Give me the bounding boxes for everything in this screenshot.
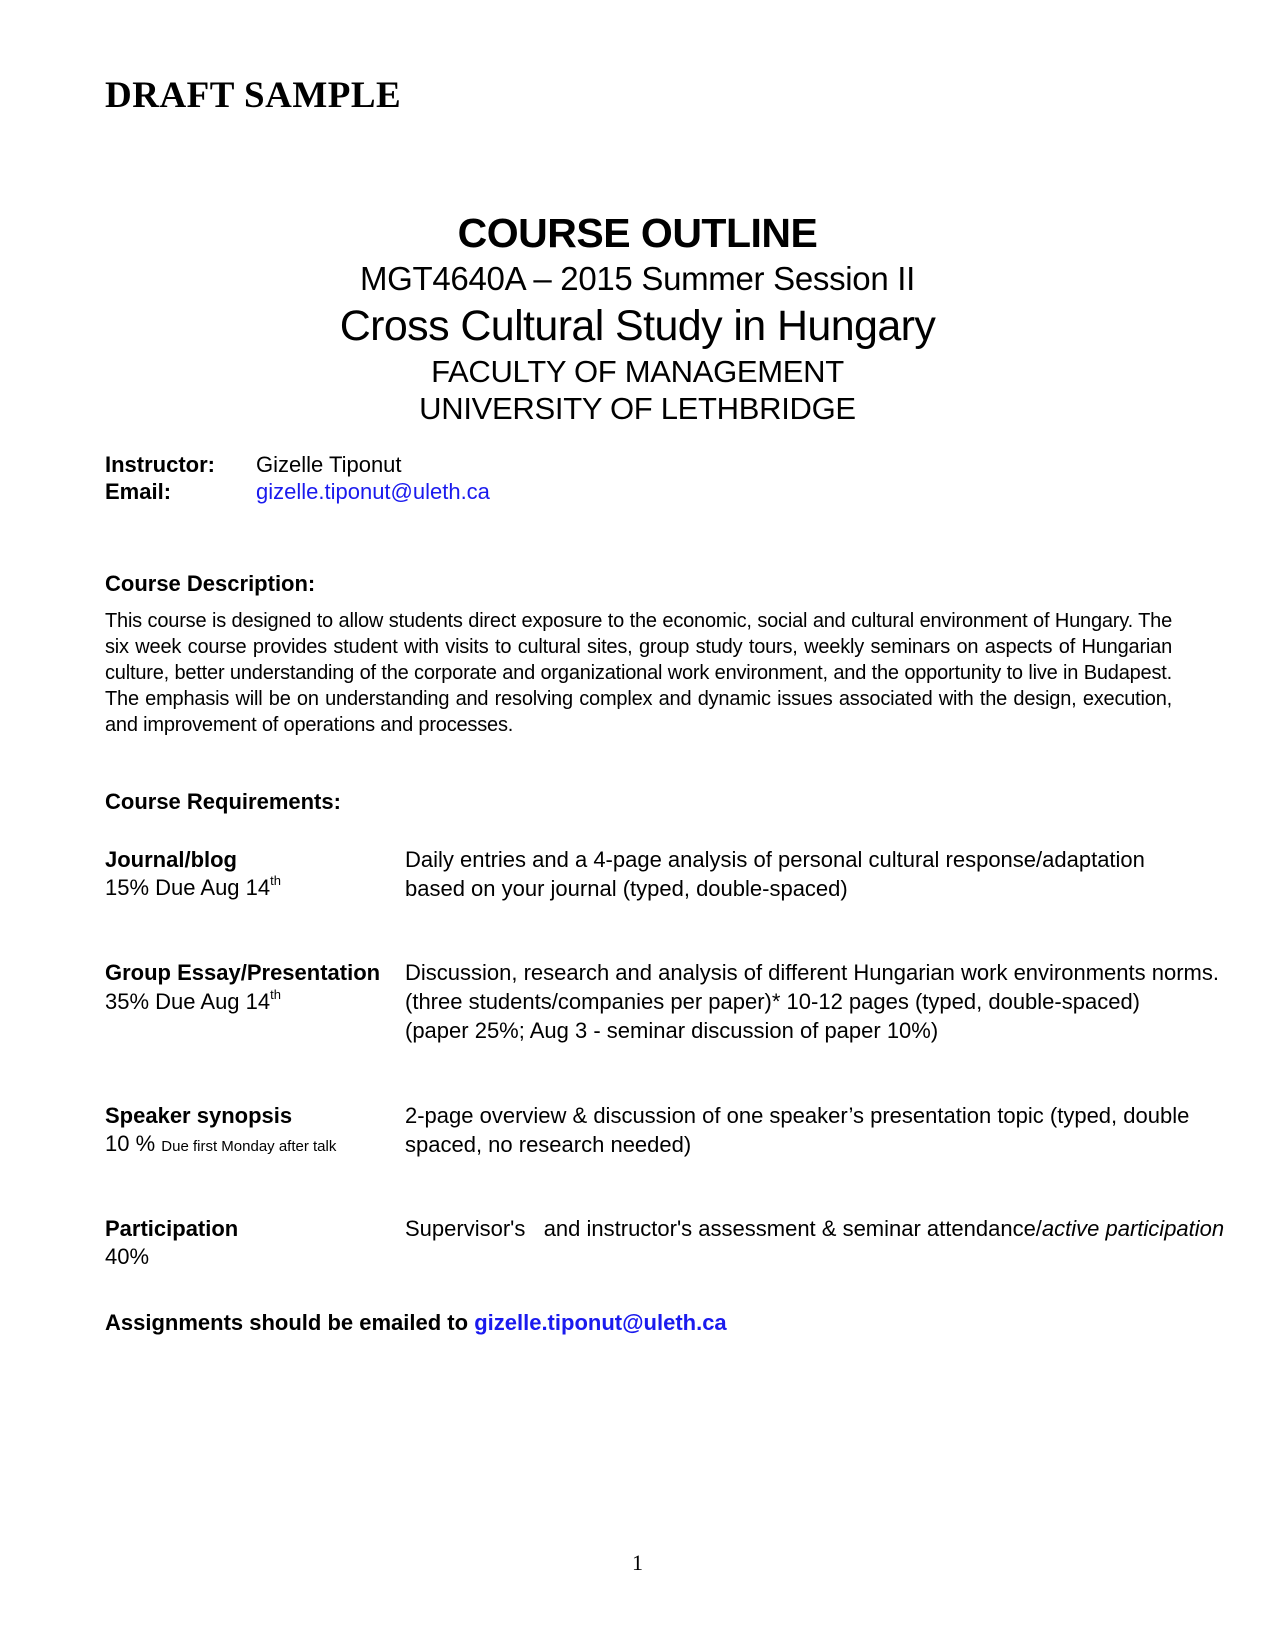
draft-label: DRAFT SAMPLE (105, 75, 402, 116)
requirement-journal-title: Journal/blog (105, 847, 237, 872)
submission-email-link[interactable]: gizelle.tiponut@uleth.ca (474, 1310, 727, 1335)
instructor-label: Instructor: (105, 452, 215, 477)
requirement-group-essay-description: Discussion, research and analysis of different Hungarian work environments norms. (three students/companies per paper)* 10-12 pages (typed, double-spaced) (paper 25%; Aug 3 - seminar discussion of paper 10%) (405, 960, 1219, 1043)
course-code: MGT4640A – 2015 Summer Session II (359, 260, 916, 297)
instructor-email-link[interactable]: gizelle.tiponut@uleth.ca (256, 479, 490, 504)
email-label: Email: (105, 479, 172, 504)
course-description-text: This course is designed to allow students direct exposure to the economic, social and cultural environment of Hungary. The six week course provides student with visits to cultural sites, group study tours, weekly seminars on aspects of Hungarian culture, better understanding of the corporate and organizational work environment, and the opportunity to live in Budapest. The emphasis will be on understanding and resolving complex and dynamic issues associated with the design, execution, and improvement of operations and processes. (105, 610, 1172, 736)
requirement-speaker-synopsis-weight: 10 % Due first Monday after talk (105, 1131, 337, 1156)
requirement-participation-title: Participation (105, 1216, 239, 1241)
requirement-group-essay-title: Group Essay/Presentation (105, 960, 381, 985)
course-requirements-heading: Course Requirements: (105, 789, 341, 814)
assignment-submission-note: Assignments should be emailed to gizelle.tiponut@uleth.ca (105, 1310, 727, 1335)
requirement-speaker-synopsis-title: Speaker synopsis (105, 1103, 293, 1128)
faculty-name: FACULTY OF MANAGEMENT (431, 354, 844, 389)
course-outline-title: COURSE OUTLINE (457, 210, 818, 256)
page-number: 1 (632, 1550, 643, 1575)
requirement-journal-description: Daily entries and a 4-page analysis of personal cultural response/adaptation based on your journal (typed, double-spaced) (405, 847, 1145, 901)
requirement-participation-description: Supervisor's and instructor's assessment & seminar attendance/active participation (405, 1216, 1225, 1241)
requirement-participation-weight: 40% (105, 1244, 150, 1269)
course-name: Cross Cultural Study in Hungary (339, 302, 936, 350)
instructor-name: Gizelle Tiponut (256, 452, 402, 477)
requirement-group-essay-weight: 35% Due Aug 14th (105, 987, 281, 1014)
requirement-speaker-synopsis-description: 2-page overview & discussion of one speaker’s presentation topic (typed, double spaced, no research needed) (405, 1103, 1190, 1157)
university-name: UNIVERSITY OF LETHBRIDGE (419, 391, 856, 426)
course-description-heading: Course Description: (105, 571, 316, 596)
requirement-journal-weight: 15% Due Aug 14th (105, 873, 281, 900)
